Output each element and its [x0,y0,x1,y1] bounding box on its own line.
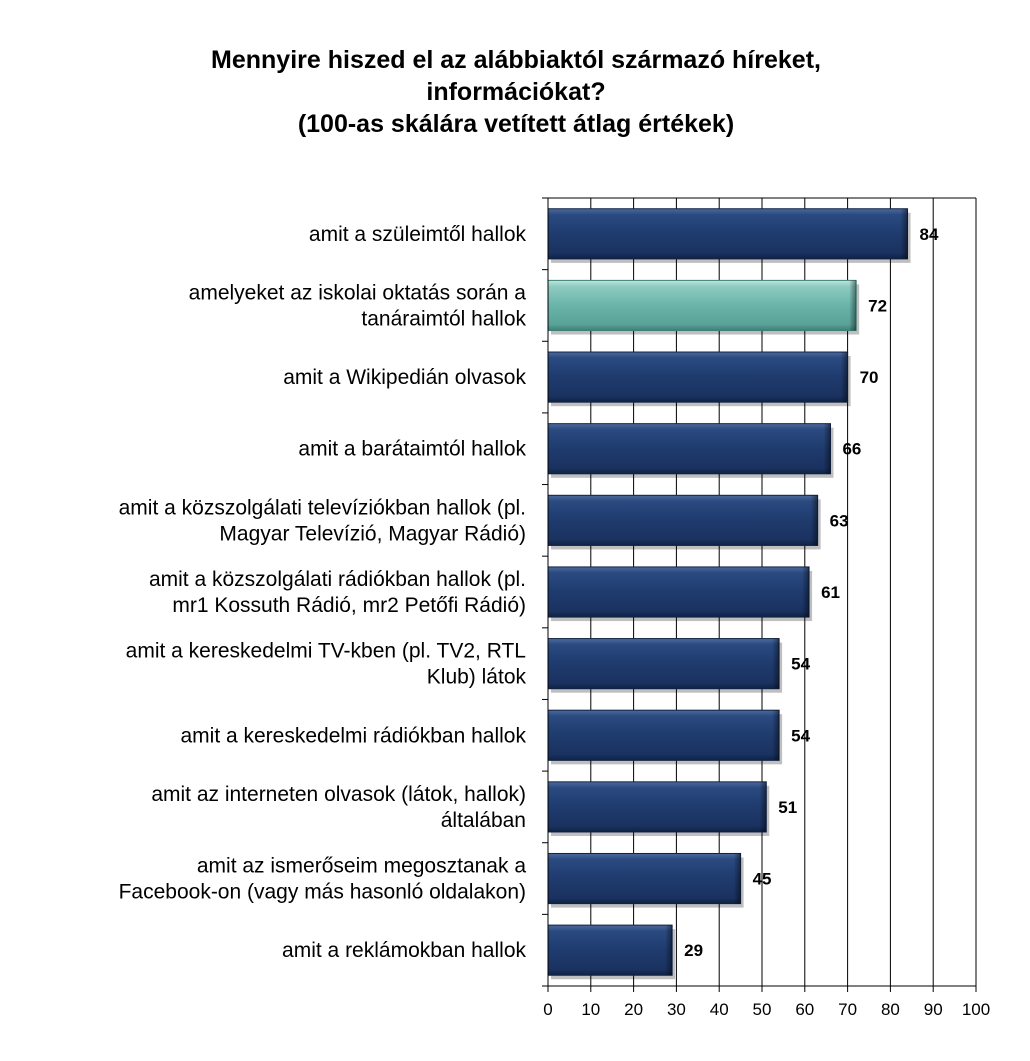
chart-title-line-3: (100-as skálára vetített átlag értékek) [297,110,735,138]
bar-group [548,495,821,549]
bar [548,567,809,617]
bar-bevel [823,424,830,474]
bar [548,495,818,545]
x-axis-ticks [543,986,990,1019]
bar-bevel [802,567,809,617]
value-label: 70 [859,368,879,388]
x-tick-label: 40 [709,1000,729,1019]
category-label: amit az ismerőseim megosztanak a [196,854,526,878]
category-label: amit a reklámokban hallok [282,939,526,963]
bar-group [548,782,769,836]
category-label: Klub) látok [426,665,526,689]
x-tick-label: 50 [752,1000,772,1019]
bar [548,782,766,832]
bar [548,352,848,402]
category-label: Magyar Televízió, Magyar Rádió) [219,522,526,546]
x-tick-label: 70 [838,1000,858,1019]
category-label: amit a barátaimtól hallok [298,437,526,461]
category-label: amit a szüleimtől hallok [308,222,526,246]
bar-group [548,567,812,621]
bar-bevel [734,853,741,903]
bar-bevel [772,710,779,760]
value-label: 63 [829,511,849,531]
chart-title-line-2: információkat? [426,78,606,106]
bar-group [548,853,744,907]
category-label: amit a közszolgálati televíziókban hallok (pl. [118,496,526,520]
bar-bevel [901,209,908,259]
bar [548,925,672,975]
value-label: 72 [868,296,888,316]
bar [548,853,741,903]
value-label: 51 [778,797,798,817]
bar-group [548,925,675,979]
chart-title-line-1: Mennyire hiszed el az alábbiaktól származó híreket, [211,46,821,74]
value-label: 54 [791,654,811,674]
bar-bevel [849,280,856,330]
bar [548,639,779,689]
value-label: 61 [821,583,841,602]
x-tick-label: 20 [624,1000,644,1019]
bar [548,280,856,330]
bar-bevel [811,495,818,545]
category-label: tanáraimtól hallok [361,307,526,331]
category-label: amit a közszolgálati rádiókban hallok (pl. [148,568,526,591]
category-label: amelyeket az iskolai oktatás során a [188,281,526,305]
category-label: amit a Wikipedián olvasok [283,366,526,390]
category-label: amit a kereskedelmi TV-kben (pl. TV2, RTL [125,639,526,663]
x-tick-label: 0 [543,1000,553,1019]
bar-bevel [759,782,766,832]
value-label: 66 [842,439,862,459]
x-tick-label: 10 [581,1000,601,1019]
category-label: amit a kereskedelmi rádiókban hallok [180,724,526,748]
bar [548,209,908,259]
bar [548,424,830,474]
bar-group [548,280,859,334]
x-tick-label: 80 [880,1000,900,1019]
bar-group [548,424,833,478]
bar [548,710,779,760]
value-label: 45 [752,869,772,889]
bar-bevel [841,352,848,402]
bar-group [548,710,782,764]
category-label: mr1 Kossuth Rádió, mr2 Petőfi Rádió) [172,594,526,617]
value-label: 84 [919,224,939,244]
x-tick-label: 30 [666,1000,686,1019]
x-tick-label: 90 [923,1000,943,1019]
category-label: amit az interneten olvasok (látok, hallok) [151,782,526,806]
x-tick-label: 60 [795,1000,815,1019]
value-label: 54 [791,726,811,746]
bar-bevel [772,639,779,689]
category-labels [119,223,527,962]
bar-group [548,639,782,693]
bar-group [548,352,851,406]
bar-bevel [665,925,672,975]
bars [548,209,911,980]
value-label: 29 [684,941,704,961]
x-tick-label: 100 [961,1000,991,1019]
category-label: általában [440,808,526,832]
bar-group [548,209,911,263]
category-label: Facebook-on (vagy más hasonló oldalakon) [118,880,526,904]
